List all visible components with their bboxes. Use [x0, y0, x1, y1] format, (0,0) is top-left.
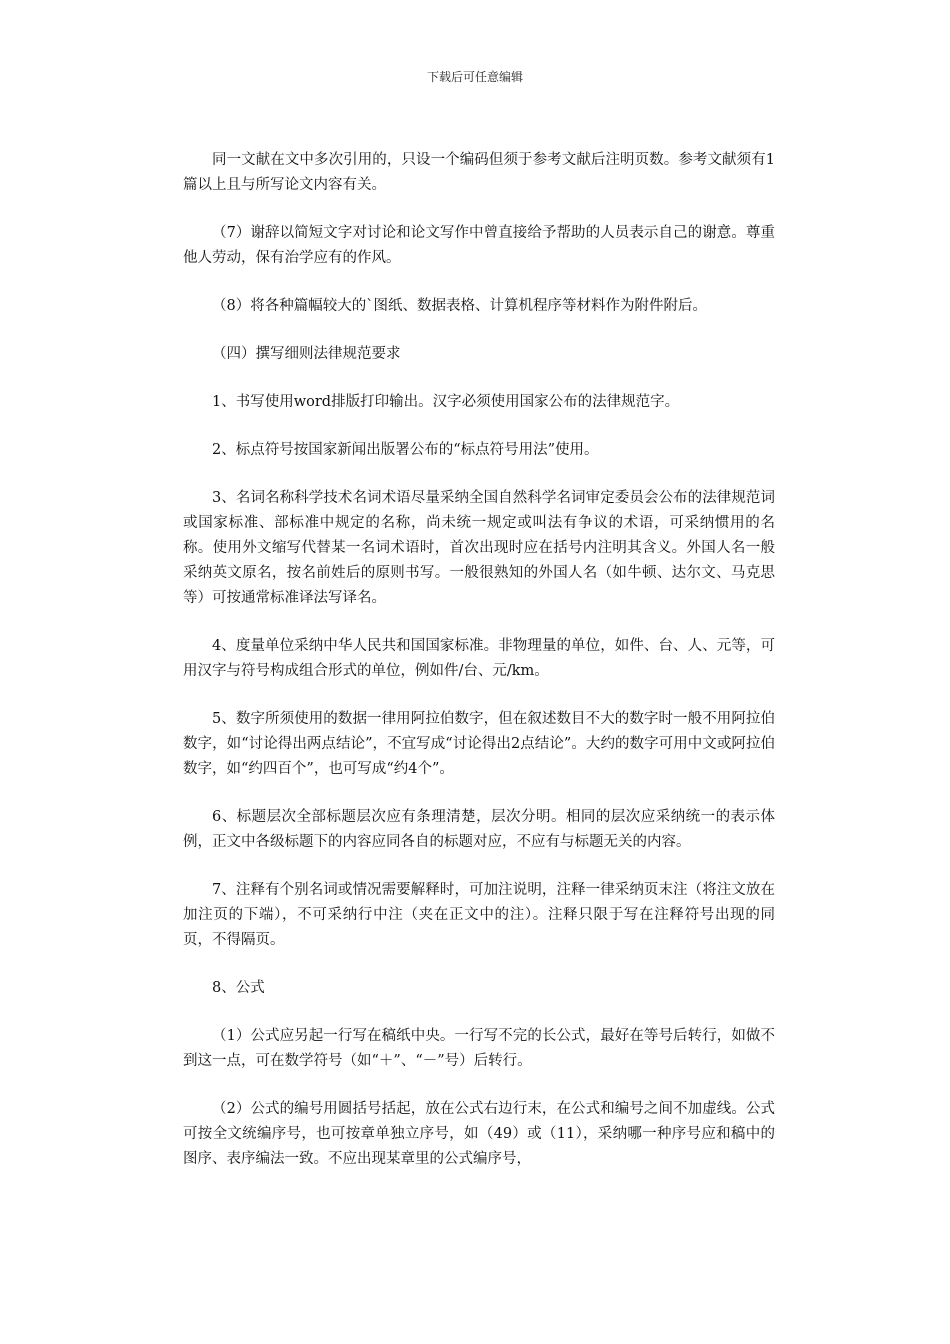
paragraph-rule-6: 6、标题层次全部标题层次应有条理清楚，层次分明。相同的层次应采纳统一的表示体例，正文中各级标题下的内容应同各自的标题对应，不应有与标题无关的内容。 [183, 809, 775, 850]
page-header: 下载后可任意编辑 [426, 70, 523, 84]
paragraph-rule-8-heading: 8、公式 [212, 980, 265, 996]
paragraph-formula-2: （2）公式的编号用圆括号括起，放在公式右边行末，在公式和编号之间不加虚线。公式可按全文统编序号，也可按章单独立序号，如（49）或（11），采纳哪一种序号应和稿中的图序、表序编法一致。不应出现某章里的公式编序号， [183, 1101, 775, 1167]
paragraph-rule-1: 1、书写使用word排版打印输出。汉字必须使用国家公布的法律规范字。 [212, 394, 680, 410]
paragraph-acknowledgement: （7）谢辞以简短文字对讨论和论文写作中曾直接给予帮助的人员表示自己的谢意。尊重他人劳动，保有治学应有的作风。 [183, 225, 775, 266]
document-body [183, 148, 775, 1195]
paragraph-reference-note: 同一文献在文中多次引用的，只设一个编码但须于参考文献后注明页数。参考文献须有1篇以上且与所写论文内容有关。 [183, 152, 775, 193]
paragraph-rule-2: 2、标点符号按国家新闻出版署公布的“标点符号用法”使用。 [212, 442, 599, 458]
paragraph-formula-1: （1）公式应另起一行写在稿纸中央。一行写不完的长公式，最好在等号后转行，如做不到这一点，可在数学符号（如“＋”、“－”号）后转行。 [183, 1028, 775, 1069]
paragraph-appendix: （8）将各种篇幅较大的`图纸、数据表格、计算机程序等材料作为附件附后。 [212, 298, 707, 314]
paragraph-rule-5: 5、数字所须使用的数据一律用阿拉伯数字，但在叙述数目不大的数字时一般不用阿拉伯数字，如“讨论得出两点结论”，不宜写成“讨论得出2点结论”。大约的数字可用中文或阿拉伯数字，如“约四百个”，也可写成“约4个”。 [183, 711, 775, 777]
section-heading: （四）撰写细则法律规范要求 [212, 346, 401, 362]
paragraph-rule-7: 7、注释有个别名词或情况需要解释时，可加注说明，注释一律采纳页末注（将注文放在加注页的下端），不可采纳行中注（夹在正文中的注）。注释只限于写在注释符号出现的同页，不得隔页。 [183, 882, 775, 948]
paragraph-rule-3: 3、名词名称科学技术名词术语尽量采纳全国自然科学名词审定委员会公布的法律规范词或国家标准、部标准中规定的名称，尚未统一规定或叫法有争议的术语，可采纳惯用的名称。使用外文缩写代替某一名词术语时，首次出现时应在括号内注明其含义。外国人名一般采纳英文原名，按名前姓后的原则书写。一般很熟知的外国人名（如牛顿、达尔文、马克思等）可按通常标准译法写译名。 [183, 490, 775, 606]
paragraph-rule-4: 4、度量单位采纳中华人民共和国国家标准。非物理量的单位，如件、台、人、元等，可用汉字与符号构成组合形式的单位，例如件/台、元/km。 [183, 638, 775, 679]
